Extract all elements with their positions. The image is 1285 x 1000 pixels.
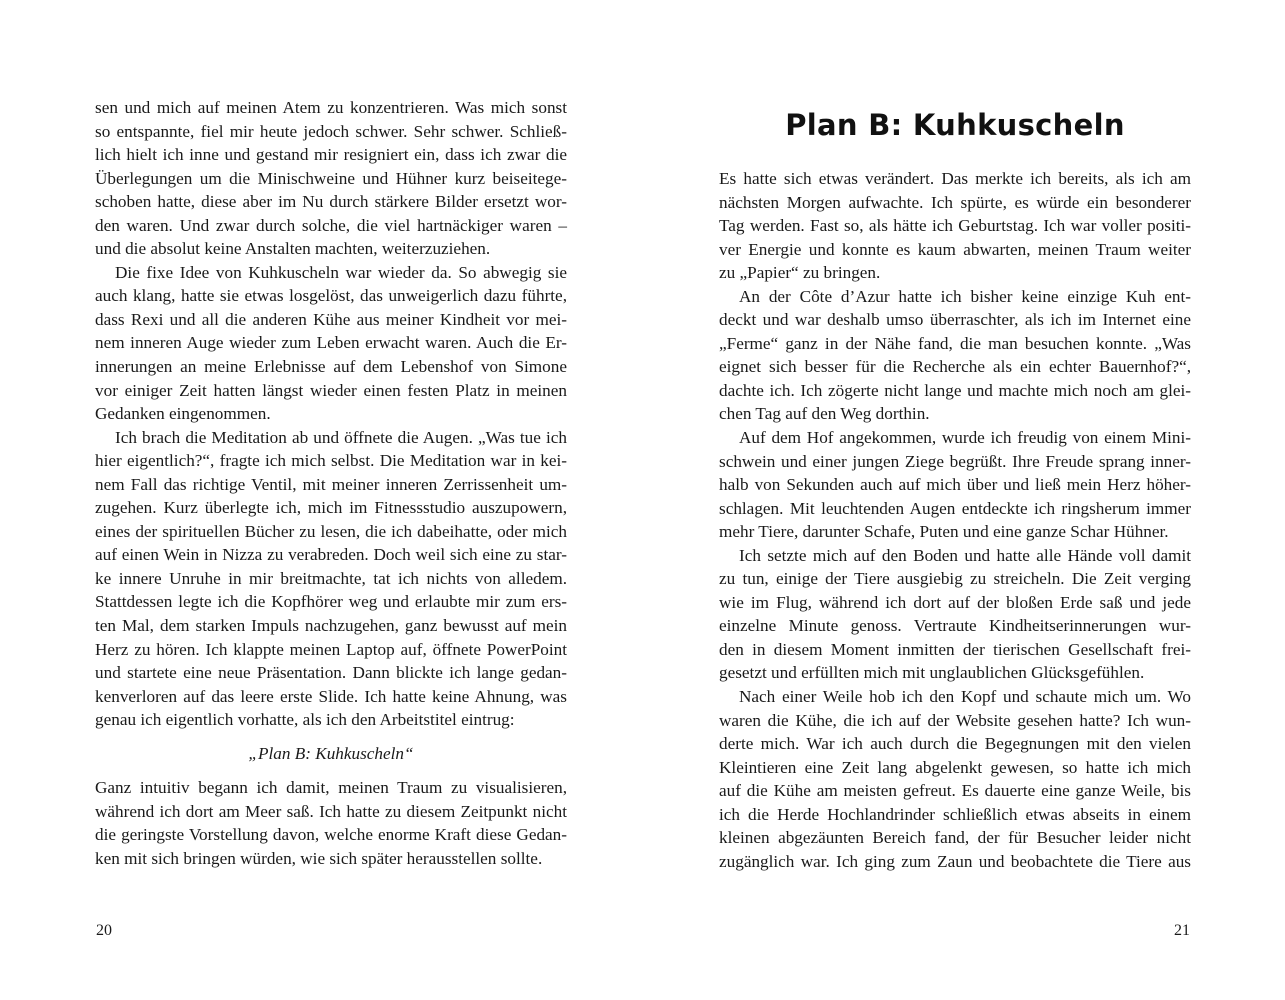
text-line: Gedanken eingenommen. xyxy=(95,404,271,424)
text-line: Auf dem Hof angekommen, wurde ich freudig von einem Mini- xyxy=(739,428,1191,448)
text-line: gesetzt und erfüllten mich mit unglaublichen Glücksgefühlen. xyxy=(719,663,1145,683)
text-line: Die fixe Idee von Kuhkuscheln war wieder da. So abwegig sie xyxy=(115,262,567,282)
text-line: zugehen. Kurz überlegte ich, mich im Fitnessstudio auszupowern, xyxy=(95,498,567,518)
text-line: Es hatte sich etwas verändert. Das merkte ich bereits, als ich am xyxy=(719,169,1191,188)
page-number-right: 21 xyxy=(1174,922,1190,939)
left-page-body xyxy=(95,96,567,871)
text-line: den waren. Und zwar durch solche, die viel hartnäckiger waren – xyxy=(95,215,567,235)
text-line: zu „Papier“ zu bringen. xyxy=(719,263,881,283)
text-line: sen und mich auf meinen Atem zu konzentrieren. Was mich sonst xyxy=(95,98,567,117)
text-line: dachte ich. Ich zögerte nicht lange und machte mich noch am glei- xyxy=(719,380,1191,400)
text-line: ke innere Unruhe in mir breitmachte, tat ich nichts von alledem. xyxy=(95,568,567,588)
text-line: auf einen Wein in Nizza zu verabreden. Doch weil sich eine zu star- xyxy=(95,545,567,565)
text-line: nem Fall das richtige Ventil, mit meiner inneren Zerrissenheit um- xyxy=(95,474,567,494)
text-line: Ich setzte mich auf den Boden und hatte alle Hände voll damit xyxy=(739,545,1191,565)
right-page-body xyxy=(719,167,1191,873)
text-line: einzelne Minute genoss. Vertraute Kindheitserinnerungen wur- xyxy=(719,616,1191,636)
text-line: ich die Herde Hochlandrinder schließlich etwas abseits in einem xyxy=(719,804,1191,824)
text-line: auf die Kühe am meisten gefreut. Es dauerte eine ganze Weile, bis xyxy=(719,781,1191,801)
text-line: die geringste Vorstellung davon, welche enorme Kraft diese Gedan- xyxy=(95,825,567,845)
text-line: Ich brach die Meditation ab und öffnete die Augen. „Was tue ich xyxy=(115,427,567,447)
text-line: innerungen an meine Erlebnisse auf dem Lebenshof von Simone xyxy=(95,357,567,377)
text-line: wie im Flug, während ich dort auf der bloßen Erde saß und jede xyxy=(719,592,1191,612)
text-line: so entspannte, fiel mir heute jedoch schwer. Sehr schwer. Schließ- xyxy=(95,121,567,141)
text-line: Herz zu hören. Ich klappte meinen Laptop auf, öffnete PowerPoint xyxy=(95,639,567,659)
text-line: „Ferme“ ganz in der Nähe fand, die man besuchen konnte. „Was xyxy=(719,333,1191,353)
text-line: vor einiger Zeit hatten längst wieder einen festen Platz in meinen xyxy=(95,380,567,400)
text-line: lich hielt ich inne und gestand mir resigniert ein, dass ich zwar die xyxy=(95,145,567,165)
text-line: Nach einer Weile hob ich den Kopf und schaute mich um. Wo xyxy=(739,687,1191,707)
text-line: deckt und war deshalb umso überraschter, als ich im Internet eine xyxy=(719,310,1191,330)
right-page xyxy=(643,0,1285,1000)
text-line: nem inneren Auge wieder zum Leben erwacht waren. Auch die Er- xyxy=(95,333,567,353)
text-line: schoben hatte, diese aber im Nu durch stärkere Bilder ersetzt wor- xyxy=(95,192,567,212)
text-line: genau ich eigentlich vorhatte, als ich den Arbeitstitel eintrug: xyxy=(95,710,515,730)
text-line: Tag werden. Fast so, als hätte ich Geburtstag. Ich war voller positi- xyxy=(719,216,1191,236)
text-line: mehr Tiere, darunter Schafe, Puten und eine ganze Schar Hühner. xyxy=(719,522,1169,542)
text-line: und die absolut keine Anstalten machten, weiterzuziehen. xyxy=(95,239,491,259)
text-line: Stattdessen legte ich die Kopfhörer weg und erlaubte mir zum ers- xyxy=(95,592,567,612)
page-number-left: 20 xyxy=(96,922,112,939)
text-line: den in diesem Moment inmitten der tierischen Gesellschaft frei- xyxy=(719,639,1191,659)
left-page xyxy=(0,0,642,1000)
text-line: auch klang, hatte sie etwas losgelöst, das unweigerlich dazu führte, xyxy=(95,286,567,306)
chapter-title: Plan B: Kuhkuscheln xyxy=(785,108,1125,142)
text-line: eines der spirituellen Bücher zu lesen, die ich dabeihatte, oder mich xyxy=(95,521,567,541)
text-line: schwein und einer jungen Ziege begrüßt. Ihre Freude sprang inner- xyxy=(719,451,1191,471)
text-line: eignet sich besser für die Recherche als ein echter Bauernhof?“, xyxy=(719,357,1191,377)
text-line: waren die Kühe, die ich auf der Website gesehen hatte? Ich wun- xyxy=(719,710,1191,730)
text-line: während ich dort am Meer saß. Ich hatte zu diesem Zeitpunkt nicht xyxy=(95,801,567,821)
text-line: kenverloren auf das leere erste Slide. Ich hatte keine Ahnung, was xyxy=(95,686,567,706)
quote-working-title: „Plan B: Kuhkuscheln“ xyxy=(248,743,414,763)
text-line: An der Côte d’Azur hatte ich bisher keine einzige Kuh ent- xyxy=(739,286,1191,306)
text-line: halb von Sekunden auch auf mich über und ließ mein Herz höher- xyxy=(719,475,1191,495)
text-line: ten Mal, dem starken Impuls nachzugehen, ganz bewusst auf mein xyxy=(95,616,567,636)
text-line: kleinen abgezäunten Bereich fand, der für Besucher leider nicht xyxy=(719,828,1191,848)
text-line: chen Tag auf den Weg dorthin. xyxy=(719,404,930,424)
text-line: ver Energie und konnte es kaum abwarten, meinen Traum weiter xyxy=(719,239,1191,259)
text-line: Ganz intuitiv begann ich damit, meinen Traum zu visualisieren, xyxy=(95,778,567,798)
text-line: zugänglich war. Ich ging zum Zaun und beobachtete die Tiere aus xyxy=(719,851,1191,871)
text-line: hier eigentlich?“, fragte ich mich selbst. Die Meditation war in kei- xyxy=(95,451,567,471)
text-line: schlagen. Mit leuchtenden Augen entdeckte ich ringsherum immer xyxy=(719,498,1191,518)
text-line: Überlegungen um die Minischweine und Hühner kurz beiseitege- xyxy=(95,168,567,188)
text-line: Kleintieren eine Zeit lang abgelenkt gewesen, so hatte ich mich xyxy=(719,757,1191,777)
text-line: derte mich. War ich auch durch die Begegnungen mit den vielen xyxy=(719,734,1191,754)
text-line: nächsten Morgen aufwachte. Ich spürte, es würde ein besonderer xyxy=(719,192,1191,212)
text-line: dass Rexi und all die anderen Kühe aus meiner Kindheit vor mei- xyxy=(95,309,567,329)
text-line: zu tun, einige der Tiere ausgiebig zu streicheln. Die Zeit verging xyxy=(719,569,1191,589)
text-line: ken mit sich bringen würden, wie sich später herausstellen sollte. xyxy=(95,848,543,868)
text-line: und startete eine neue Präsentation. Dann blickte ich lange gedan- xyxy=(95,663,567,683)
